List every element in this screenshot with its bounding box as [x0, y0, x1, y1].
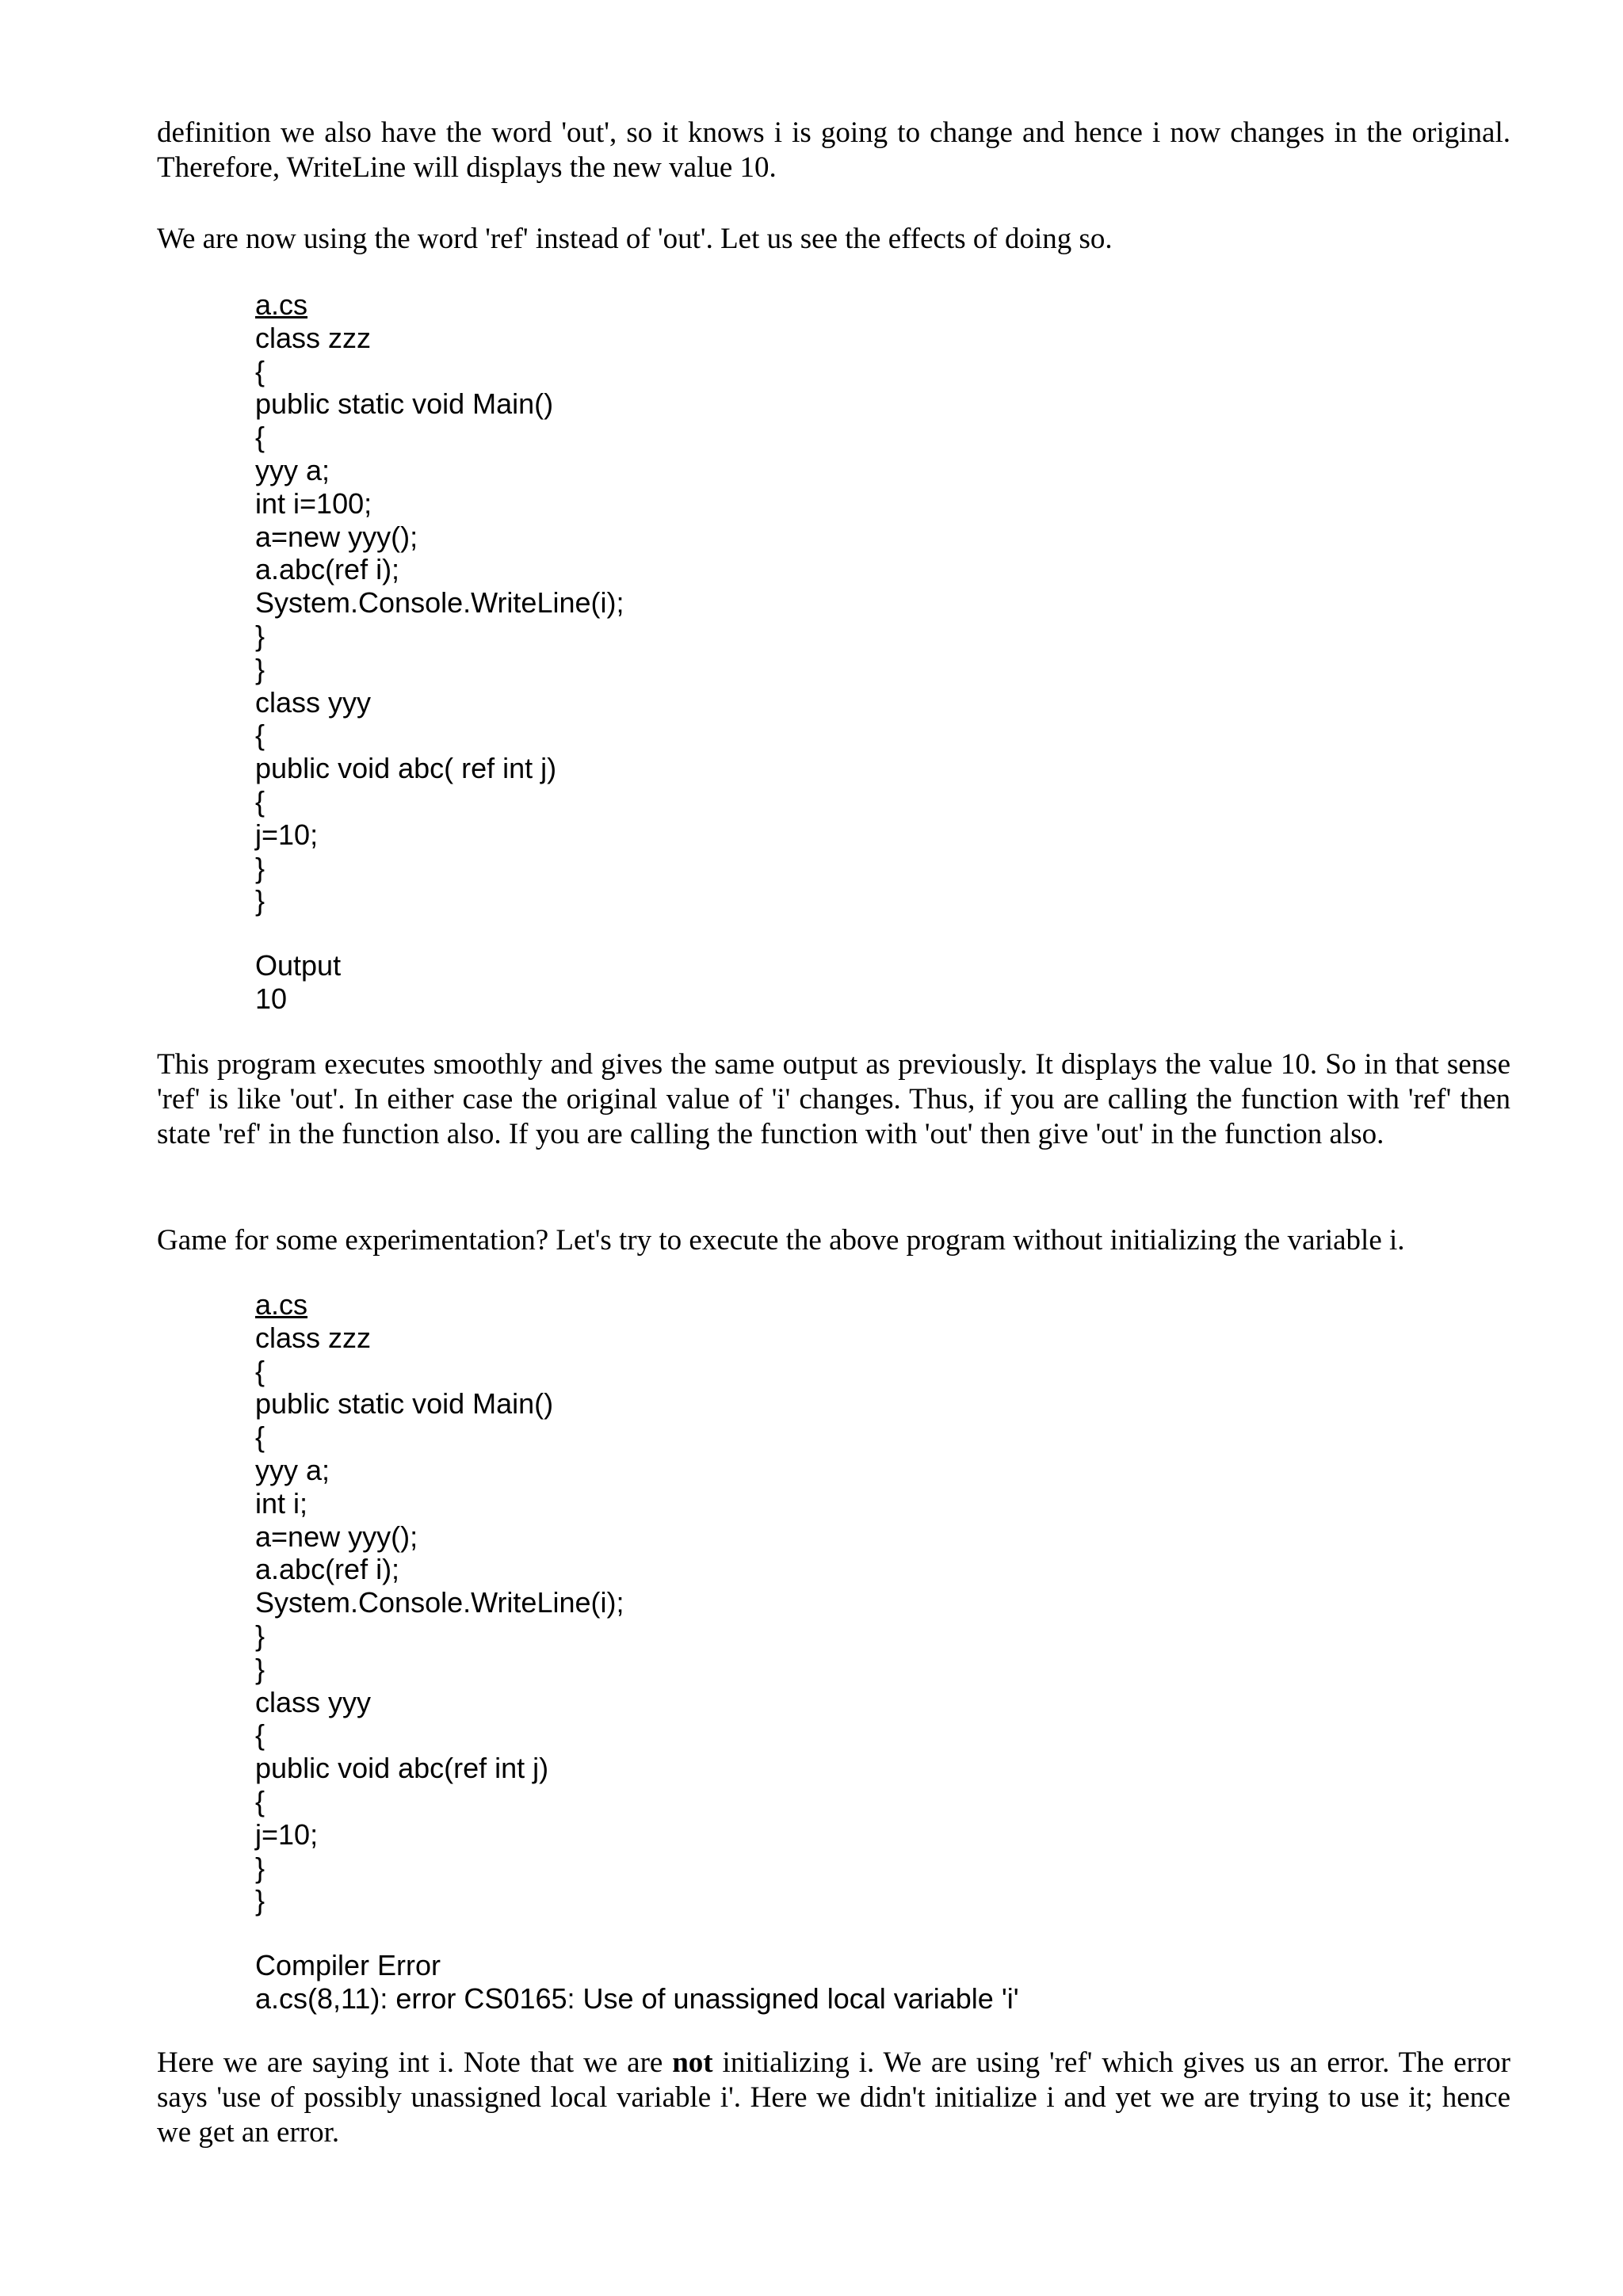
output-label: Output: [255, 949, 342, 982]
code-line: j=10;: [255, 1817, 319, 1851]
code-line: class zzz: [255, 321, 372, 354]
code-line: public static void Main(): [255, 1387, 554, 1421]
emphasis-not: not: [672, 2046, 713, 2079]
code-listing-ref: [255, 288, 1444, 917]
code-line: a=new yyy();: [255, 1520, 418, 1553]
code-line: {: [255, 1421, 265, 1454]
paragraph-error-explanation: [157, 2046, 1510, 2150]
code-line: {: [255, 1718, 265, 1752]
output-value: 10: [255, 982, 288, 1015]
text-segment: initializing i. We are using 'ref' which gives us an error. The error says 'use of possibly unassigned local variable i'. Here we didn't initialize i and yet we are trying to use it; hence we get an error.: [157, 2046, 1510, 2149]
code-line: }: [255, 1619, 265, 1652]
code-line: int i;: [255, 1486, 308, 1520]
code-line: j=10;: [255, 818, 319, 851]
code-line: int i=100;: [255, 486, 372, 520]
code-line: }: [255, 1884, 265, 1917]
paragraph-ref-intro: We are now using the word 'ref' instead of 'out'. Let us see the effects of doing so.: [157, 223, 1113, 255]
code-line: }: [255, 884, 265, 917]
paragraph-ref-explanation: This program executes smoothly and gives the same output as previously. It displays the value 10. So in that sense 'ref' is like 'out'. In either case the original value of 'i' changes. Thus, if you are calling the function with 'ref' then state 'ref' in the function also. If you are calling the function with 'out' then give 'out' in the function also.: [157, 1048, 1510, 1150]
code-line: {: [255, 784, 265, 818]
code-line: {: [255, 1784, 265, 1817]
compiler-error-label: Compiler Error: [255, 1949, 441, 1981]
code-line: System.Console.WriteLine(i);: [255, 586, 624, 620]
code-line: class zzz: [255, 1321, 372, 1354]
output-block: [255, 949, 341, 1016]
code-line: }: [255, 652, 265, 685]
code-line: }: [255, 619, 265, 652]
code-line: yyy a;: [255, 453, 330, 486]
code-line: }: [255, 1652, 265, 1685]
code-line: public void abc(ref int j): [255, 1752, 549, 1785]
code-line: }: [255, 1851, 265, 1884]
code-line: a.abc(ref i);: [255, 1553, 400, 1586]
code-line: {: [255, 421, 265, 454]
paragraph-experiment: Game for some experimentation? Let's try to execute the above program without initializing the variable i.: [157, 1224, 1405, 1257]
code-line: a=new yyy();: [255, 520, 418, 553]
code-lines: [255, 322, 1444, 917]
code-line: System.Console.WriteLine(i);: [255, 1586, 624, 1619]
code-line: public static void Main(): [255, 387, 554, 421]
code-line: public void abc( ref int j): [255, 752, 557, 785]
compiler-error-block: [255, 1949, 1019, 2016]
paragraph-out-explanation: definition we also have the word 'out', so it knows i is going to change and hence i now changes in the original. Therefore, WriteLine will displays the new value 10.: [157, 116, 1510, 184]
code-listing-uninitialized: [255, 1288, 1444, 1917]
code-line: {: [255, 719, 265, 752]
code-line: {: [255, 1354, 265, 1387]
code-line: {: [255, 354, 265, 387]
code-line: class yyy: [255, 685, 372, 719]
text-segment: Here we are saying int i. Note that we are: [157, 2046, 673, 2079]
compiler-error-message: a.cs(8,11): error CS0165: Use of unassigned local variable 'i': [255, 1981, 1019, 2015]
code-line: }: [255, 851, 265, 884]
code-line: yyy a;: [255, 1453, 330, 1486]
code-line: class yyy: [255, 1685, 372, 1718]
code-line: a.abc(ref i);: [255, 553, 400, 586]
code-filename: a.cs: [255, 288, 308, 321]
code-filename: a.cs: [255, 1288, 308, 1321]
code-lines: [255, 1322, 1444, 1917]
